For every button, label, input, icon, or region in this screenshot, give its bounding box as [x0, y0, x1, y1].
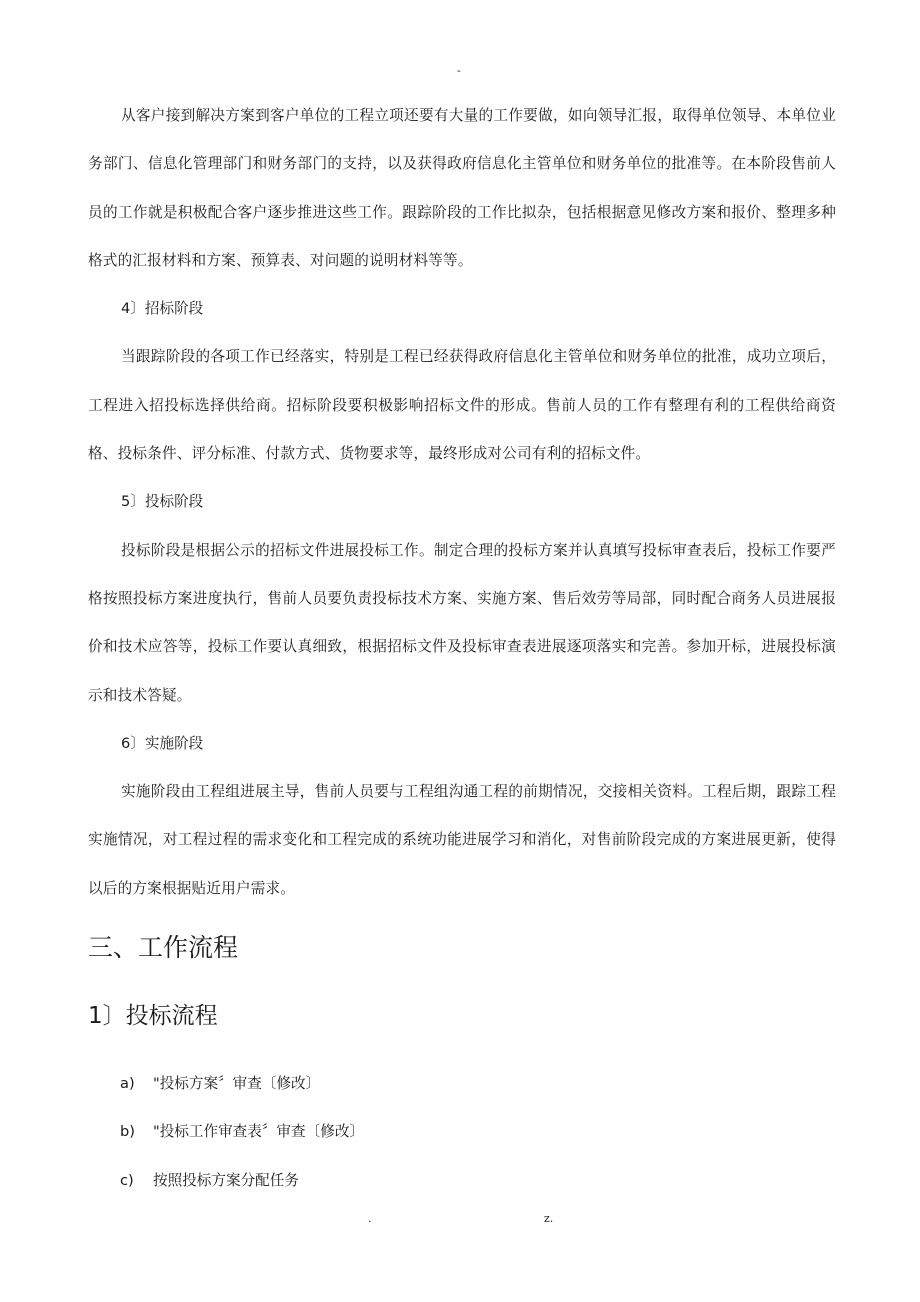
list-marker: a): [120, 1075, 135, 1093]
section-implementation: 6〕实施阶段: [121, 734, 204, 752]
paragraph-bid-submission: 投标阶段是根据公示的招标文件进展投标工作。制定合理的投标方案并认真填写投标审查表后，投标工作要严格按照投标方案进度执行，售前人员要负责投标技术方案、实施方案、售后效劳等局部，同时配合商务人员进展报价和技术应答等，投标工作要认真细致，根据招标文件及投标审查表进展逐项落实和完善。参加开标，进展投标演示和技术答疑。: [88, 541, 836, 704]
paragraph-bidding-invitation: 当跟踪阶段的各项工作已经落实，特别是工程已经获得政府信息化主管单位和财务单位的批准，成功立项后，工程进入招投标选择供给商。招标阶段要积极影响招标文件的形成。售前人员的工作有整理有利的工程供给商资格、投标条件、评分标准、付款方式、货物要求等，最终形成对公司有利的招标文件。: [88, 348, 836, 463]
list-item-text: "投标方案〞审查〔修改〕: [153, 1075, 321, 1093]
list-item: [88, 1060, 836, 1108]
list-item-text: 按照投标方案分配任务: [153, 1171, 299, 1189]
section-bidding-invitation: 4〕招标阶段: [121, 300, 204, 318]
footer-mark: z.: [544, 1212, 554, 1225]
bid-process-list: [88, 1060, 836, 1205]
list-item: [88, 1108, 836, 1156]
document-body: [88, 92, 836, 1205]
paragraph-implementation: 实施阶段由工程组进展主导，售前人员要与工程组沟通工程的前期情况，交接相关资料。工程后期，跟踪工程实施情况，对工程过程的需求变化和工程完成的系统功能进展学习和消化，对售前阶段完成的方案进展更新，使得以后的方案根据贴近用户需求。: [88, 783, 836, 897]
list-marker: c): [120, 1171, 134, 1189]
list-item-text: "投标工作审查表〞审查〔修改〕: [153, 1123, 365, 1141]
footer-dot: .: [368, 1212, 372, 1225]
section-bid-submission: 5〕投标阶段: [121, 493, 204, 511]
list-item: [88, 1157, 836, 1205]
heading-workflow: 三、工作流程: [88, 933, 239, 963]
heading-bid-process: 1〕投标流程: [88, 1003, 218, 1030]
page-header-mark: -: [457, 64, 461, 77]
paragraph-tracking: 从客户接到解决方案到客户单位的工程立项还要有大量的工作要做，如向领导汇报，取得单位领导、本单位业务部门、信息化管理部门和财务部门的支持，以及获得政府信息化主管单位和财务单位的批准等。在本阶段售前人员的工作就是积极配合客户逐步推进这些工作。跟踪阶段的工作比拟杂，包括根据意见修改方案和报价、整理多种格式的汇报材料和方案、预算表、对问题的说明材料等等。: [88, 107, 836, 269]
list-marker: b): [120, 1123, 135, 1141]
